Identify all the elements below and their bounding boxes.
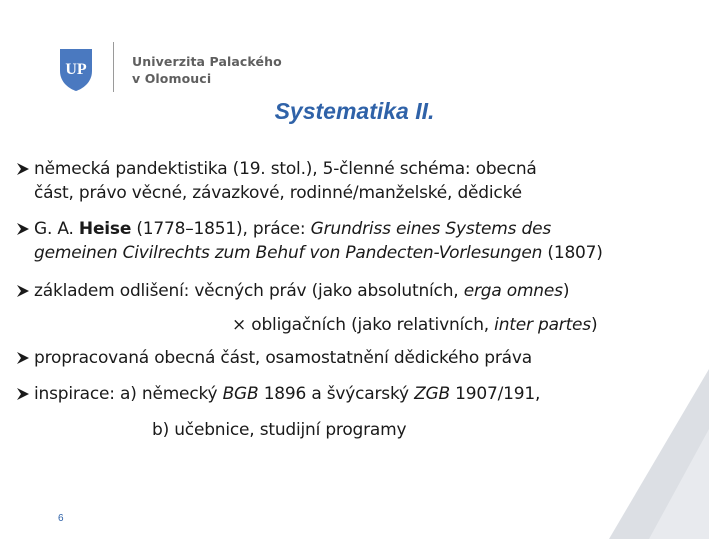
university-name-line2: v Olomouci <box>132 71 212 86</box>
text-run: 1907/191, <box>449 384 541 404</box>
text-run: G. A. <box>34 219 79 239</box>
svg-text:UP: UP <box>65 61 87 78</box>
page-number: 6 <box>58 513 64 524</box>
code-abbrev: BGB <box>222 384 259 404</box>
text-run: ) <box>590 315 598 335</box>
text-run: (1807) <box>542 243 603 263</box>
bullet-text-line1 <box>34 217 706 241</box>
arrow-bullet-icon <box>16 351 30 365</box>
corner-decoration <box>589 369 709 539</box>
code-abbrev: ZGB <box>414 384 450 404</box>
author-name: Heise <box>78 219 132 239</box>
latin-term: erga omnes <box>463 281 563 301</box>
bullet-list <box>16 157 706 275</box>
bullet-item-pandectistics <box>16 157 706 205</box>
arrow-bullet-icon <box>16 162 30 176</box>
bullet-text-line2: část, právo věcné, závazkové, rodinné/manželské, dědické <box>34 183 522 203</box>
latin-term: inter partes <box>494 315 591 335</box>
arrow-bullet-icon <box>16 387 30 401</box>
bullet-text-line1: německá pandektistika (19. stol.), 5-členné schéma: obecná <box>34 159 537 179</box>
university-name <box>132 53 282 87</box>
text-run: (1778–1851), práce: <box>131 219 311 239</box>
text-run: ) <box>562 281 570 301</box>
arrow-bullet-icon <box>16 222 30 236</box>
university-logo-icon <box>58 47 94 93</box>
bullet-item-general-part <box>16 346 532 370</box>
bullet-continuation-textbooks: b) učebnice, studijní programy <box>152 420 407 440</box>
work-title: Grundriss eines Systems des <box>310 219 551 239</box>
university-name-line1: Univerzita Palackého <box>132 54 282 69</box>
text-run: propracovaná obecná část, osamostatnění dědického práva <box>34 348 532 368</box>
text-run: základem odlišení: věcných práv (jako absolutních, <box>34 281 464 301</box>
work-title-cont: gemeinen Civilrechts zum Behuf von Pandecten-Vorlesungen <box>34 243 543 263</box>
logo-divider <box>113 42 114 92</box>
bullet-item-inspiration <box>16 382 540 406</box>
slide-title: Systematika II. <box>274 98 435 124</box>
arrow-bullet-icon <box>16 284 30 298</box>
bullet-text-line2 <box>34 241 706 265</box>
text-run: 1896 a švýcarský <box>258 384 415 404</box>
text-run: × obligačních (jako relativních, <box>232 315 495 335</box>
text-run: inspirace: a) německý <box>34 384 223 404</box>
bullet-item-heise <box>16 217 706 265</box>
bullet-item-basis <box>16 279 569 303</box>
bullet-continuation-obligations <box>232 313 597 337</box>
